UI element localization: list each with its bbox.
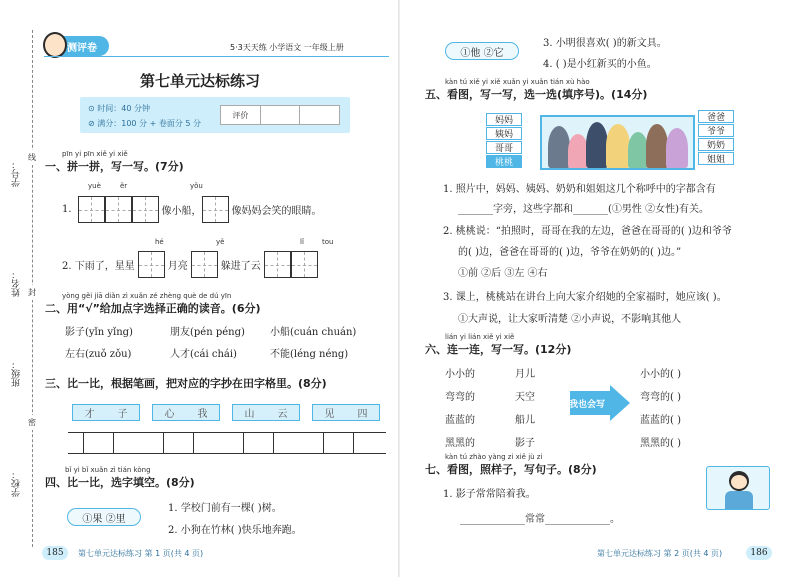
page-number: 186 — [746, 546, 772, 560]
character-pair: 见 四 — [312, 404, 380, 421]
pronunciation-item[interactable]: 小船(cuán chuán) — [270, 327, 357, 338]
question-2-title: 二、用“√”给加点字选择正确的读音。(6分) — [45, 302, 261, 315]
time-info: ⊙ 时间：40 分钟 — [88, 104, 150, 113]
writing-grid[interactable] — [191, 251, 218, 278]
girl-illustration — [706, 466, 770, 510]
question-3-title: 三、比一比，根据笔画，把对应的字抄在田字格里。(8分) — [45, 377, 327, 390]
evaluation-box: 评价 — [220, 105, 340, 125]
fill-blank-item[interactable]: 1. 学校门前有一棵( )树。 — [168, 503, 282, 514]
series-label: 5·3天天练 小学语文 一年级上册 — [230, 43, 344, 52]
question-5-item[interactable]: 2. 桃桃说：“拍照时，哥哥在我的左边，爸爸在哥哥的( )边和爷爷 — [443, 226, 732, 237]
writing-grid[interactable] — [291, 251, 318, 278]
evaluation-field[interactable] — [261, 106, 301, 124]
question-5-item[interactable]: _______字旁，这些字都和_______(①男性 ②女性)有关。 — [458, 204, 709, 215]
writing-grid[interactable] — [264, 251, 291, 278]
name-label: 姓名： — [12, 270, 22, 297]
question-4-title: 四、比一比，选字填空。(8分) — [45, 476, 195, 489]
pronunciation-item[interactable]: 朋友(pén péng) — [170, 327, 245, 338]
left-page: 学号： 姓名： 班级： 学校： 线 封 密 测评卷 5·3天天练 小学语文 一年级上册 第七单元达标练习 ⊙ 时间：40 分钟 ⊘ 满分：100 分 + 卷面分 5 分 评价 pīn yi pīn xiě yi xiě 一、拼一拼，写一写。(7分) yuè ěr yǒu 1. 像小船， 像妈妈会笑的眼睛。 hé yě lǐ tou 2. 下雨了，星星 月亮 躲进了云 yòng gěi jiā diǎn zì xuǎn zé zhèng què de dú yīn 二、用“√”给加点字选择正确的读音。(6分) 影子(yǐn yǐng) 朋友(pén péng) 小船(cuán chuán) 左右(zuǒ zǒu) 人才(cái chái) 不能(léng néng) 三、比一比，根据笔画，把对应的字抄在田字格里。(8分) 才 子 心 我 山 云 见 四 bǐ yi bǐ xuǎn zì tián kòng 四、比一比，选字填空。(8分) ①果 ②里 1. 学校门前有一棵( )树。 2. 小狗在竹林( )快乐地奔跑。 185 第七单元达标练习 第 1 页(共 4 页) — [0, 0, 400, 577]
question-5-options: ①大声说，让大家听清楚 ②小声说，不影响其他人 — [458, 314, 682, 325]
writing-grid[interactable] — [138, 251, 165, 278]
arrow-label: 我也会写 — [569, 400, 606, 410]
question-5-title: 五、看图，写一写，选一选(填序号)。(14分) — [425, 88, 648, 101]
fill-blank-item[interactable]: 3. 小明很喜欢( )的新文具。 — [543, 38, 667, 49]
student-id-label: 学号： — [12, 160, 22, 187]
writing-grid[interactable] — [105, 196, 132, 223]
writing-grid[interactable] — [202, 196, 229, 223]
character-pair: 才 子 — [72, 404, 140, 421]
character-pair: 山 云 — [232, 404, 300, 421]
question-5-options: ①前 ②后 ③左 ④右 — [458, 268, 548, 279]
exam-info-box — [80, 97, 350, 133]
page-footer: 第七单元达标练习 第 2 页(共 4 页) — [597, 549, 723, 558]
question-1-row-1: 1. 像小船， 像妈妈会笑的眼睛。 — [62, 196, 322, 223]
writing-grid[interactable] — [132, 196, 159, 223]
page-footer: 第七单元达标练习 第 1 页(共 4 页) — [78, 549, 204, 558]
question-5-item[interactable]: 的( )边，爸爸在哥哥的( )边，爷爷在奶奶的( )边。” — [458, 247, 682, 258]
sentence-blank[interactable]: _____________常常_____________。 — [460, 514, 620, 525]
question-6-title: 六、连一连，写一写。(12分) — [425, 343, 572, 356]
pronunciation-item[interactable]: 左右(zuǒ zǒu) — [65, 349, 132, 360]
brand-logo: 测评卷 — [45, 36, 109, 56]
page-title: 第七单元达标练习 — [139, 72, 260, 90]
pronunciation-item[interactable]: 影子(yǐn yǐng) — [65, 327, 133, 338]
writing-grid[interactable] — [78, 196, 105, 223]
question-5-item[interactable]: 3. 课上，桃桃站在讲台上向大家介绍她的全家福时，她应该( )。 — [443, 292, 727, 303]
question-5-item: 1. 照片中，妈妈、姨妈、奶奶和姐姐这几个称呼中的字都含有 — [443, 184, 716, 195]
school-label: 学校： — [12, 470, 22, 497]
pronunciation-item[interactable]: 不能(léng néng) — [270, 349, 349, 360]
family-photo — [540, 115, 695, 170]
pronunciation-item[interactable]: 人才(cái chái) — [170, 349, 237, 360]
binding-margin: 学号： 姓名： 班级： 学校： 线 封 密 — [0, 0, 40, 577]
options-box: ①果 ②里 — [67, 508, 141, 526]
example-sentence: 1. 影子常常陪着我。 — [443, 489, 536, 500]
question-1-title: 一、拼一拼，写一写。(7分) — [45, 160, 184, 173]
fill-blank-item[interactable]: 4. ( )是小红新买的小鱼。 — [543, 59, 657, 70]
fill-blank-item[interactable]: 2. 小狗在竹林( )快乐地奔跑。 — [168, 525, 302, 536]
mascot-icon — [43, 32, 67, 58]
score-info: ⊘ 满分：100 分 + 卷面分 5 分 — [88, 119, 202, 128]
options-box: ①他 ②它 — [445, 42, 519, 60]
page-number: 185 — [42, 546, 68, 560]
character-pair: 心 我 — [152, 404, 220, 421]
question-7-title: 七、看图，照样子，写句子。(8分) — [425, 463, 597, 476]
question-1-row-2: 2. 下雨了，星星 月亮 躲进了云 — [62, 251, 318, 278]
class-label: 班级： — [12, 360, 22, 387]
